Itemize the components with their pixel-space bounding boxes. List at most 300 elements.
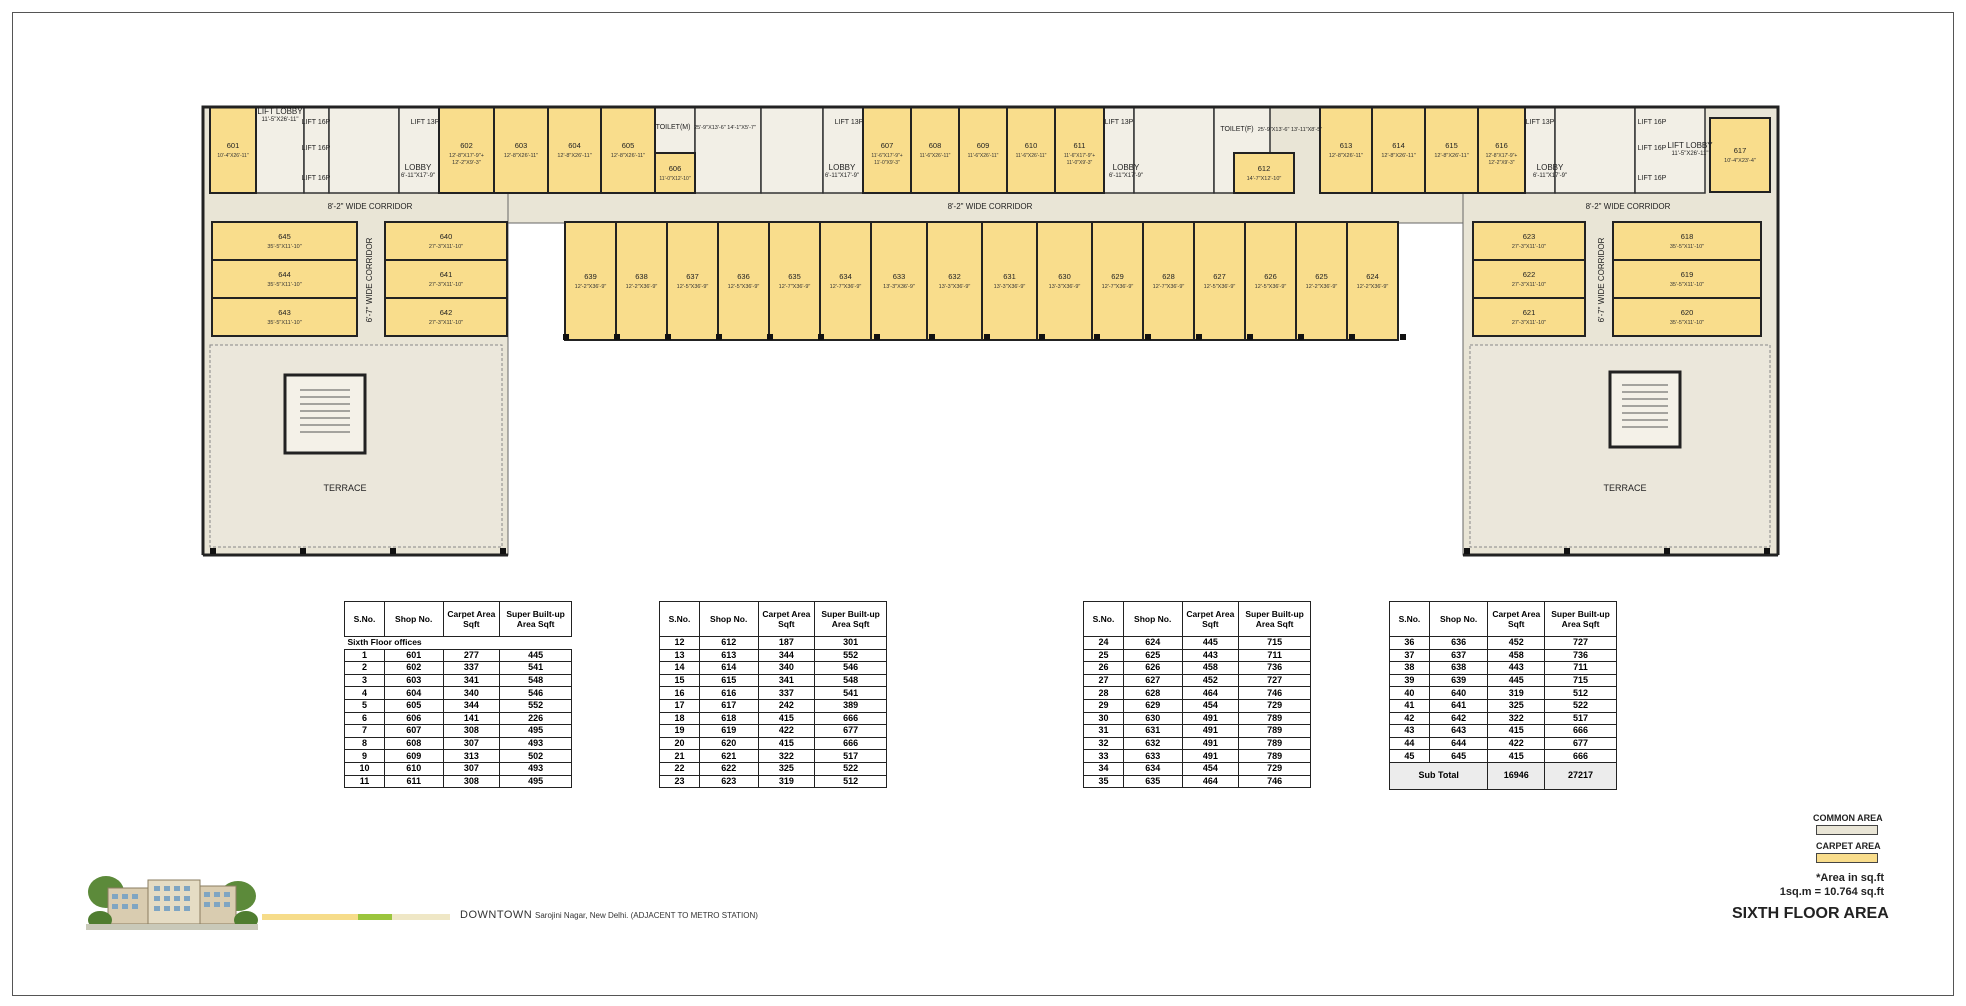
unit-631 bbox=[982, 222, 1037, 340]
unit-number: 619 bbox=[1680, 270, 1694, 279]
area-table-2 bbox=[659, 601, 887, 788]
unit-611 bbox=[1055, 107, 1104, 193]
unit-dimension: 12'-2"X9'-3" bbox=[1488, 160, 1515, 166]
table-row bbox=[1390, 725, 1617, 738]
unit-dimension: 27'-3"X11'-10" bbox=[1511, 320, 1547, 326]
table-header: S.No. bbox=[1390, 602, 1430, 637]
table-cell: 666 bbox=[815, 737, 887, 750]
unit-614 bbox=[1372, 107, 1425, 193]
table-cell: 27 bbox=[1084, 674, 1124, 687]
table-cell: 611 bbox=[384, 775, 443, 788]
table-cell: 36 bbox=[1390, 637, 1430, 650]
table-section-label: Sixth Floor offices bbox=[345, 637, 572, 650]
unit-dimension: 12'-7"X36'-9" bbox=[1101, 284, 1134, 290]
unit-620 bbox=[1613, 298, 1761, 336]
unit-622 bbox=[1473, 260, 1585, 298]
unit-dimension: 12'-5"X36'-9" bbox=[727, 284, 760, 290]
table-cell: 548 bbox=[815, 674, 887, 687]
table-cell: 727 bbox=[1545, 637, 1617, 650]
table-cell: 666 bbox=[815, 712, 887, 725]
table-cell: 608 bbox=[384, 737, 443, 750]
table-cell: 666 bbox=[1545, 725, 1617, 738]
unit-number: 643 bbox=[278, 308, 291, 317]
unit-dimension: 27'-3"X11'-10" bbox=[1511, 282, 1547, 288]
table-cell: 452 bbox=[1182, 674, 1239, 687]
table-cell: 789 bbox=[1239, 737, 1311, 750]
table-row bbox=[1390, 662, 1617, 675]
unit-number: 645 bbox=[278, 232, 291, 241]
table-row bbox=[660, 649, 887, 662]
unit-dimension: 12'-2"X9'-3" bbox=[452, 160, 481, 166]
unit-number: 633 bbox=[892, 272, 906, 281]
table-cell: 458 bbox=[1488, 649, 1545, 662]
column bbox=[665, 334, 671, 340]
unit-dimension: 11'-6"X26'-11" bbox=[1015, 153, 1047, 159]
table-cell: 37 bbox=[1390, 649, 1430, 662]
table-cell: 789 bbox=[1239, 725, 1311, 738]
table-header: Carpet Area Sqft bbox=[758, 602, 815, 637]
lobby-dim-b: 6'-11"X17'-9" bbox=[824, 173, 860, 179]
unit-636 bbox=[718, 222, 769, 340]
table-cell: 640 bbox=[1429, 687, 1488, 700]
brand-stripe-yellow bbox=[262, 914, 358, 920]
table-cell: 541 bbox=[815, 687, 887, 700]
unit-603 bbox=[494, 107, 548, 193]
table-cell: 14 bbox=[660, 662, 700, 675]
table-cell: 322 bbox=[758, 750, 815, 763]
table-cell: 614 bbox=[699, 662, 758, 675]
lift-16p-label-d: LIFT 16P bbox=[1637, 119, 1667, 126]
table-cell: 445 bbox=[500, 649, 572, 662]
table-cell: 41 bbox=[1390, 699, 1430, 712]
lift-16p-label-a: LIFT 16P bbox=[301, 119, 331, 126]
table-row bbox=[345, 775, 572, 788]
unit-609 bbox=[959, 107, 1007, 193]
unit-number: 622 bbox=[1522, 270, 1536, 279]
table-row bbox=[345, 662, 572, 675]
toilet-f-label: TOILET(F) bbox=[1220, 126, 1254, 133]
column bbox=[500, 548, 506, 554]
table-cell: 226 bbox=[500, 712, 572, 725]
table-row bbox=[1084, 775, 1311, 788]
unit-number: 604 bbox=[568, 141, 581, 150]
area-unit-note: *Area in sq.ft bbox=[1816, 872, 1884, 884]
toilet-m-label: TOILET(M) bbox=[655, 124, 691, 131]
brand-stripe-cream bbox=[392, 914, 450, 920]
table-cell: 277 bbox=[443, 649, 500, 662]
table-cell: 33 bbox=[1084, 750, 1124, 763]
table-row bbox=[1084, 725, 1311, 738]
table-cell: 187 bbox=[758, 637, 815, 650]
table-cell: 24 bbox=[1084, 637, 1124, 650]
column bbox=[563, 334, 569, 340]
table-cell: 642 bbox=[1429, 712, 1488, 725]
unit-dimension: 11'-0"X12'-10" bbox=[659, 176, 691, 182]
unit-number: 602 bbox=[460, 141, 473, 150]
table-header: Shop No. bbox=[1123, 602, 1182, 637]
table-cell: 322 bbox=[1488, 712, 1545, 725]
table-header: Super Built-up Area Sqft bbox=[1239, 602, 1311, 637]
table-row bbox=[660, 712, 887, 725]
table-cell: 552 bbox=[815, 649, 887, 662]
unit-dimension: 12'-8"X17'-9"+ bbox=[449, 153, 484, 159]
unit-number: 625 bbox=[1315, 272, 1328, 281]
unit-number: 631 bbox=[1003, 272, 1016, 281]
table-cell: 491 bbox=[1182, 712, 1239, 725]
unit-dimension: 12'-8"X26'-11" bbox=[557, 153, 592, 159]
unit-637 bbox=[667, 222, 718, 340]
lobby-dim-c: 6'-11"X17'-9" bbox=[1108, 173, 1144, 179]
table-cell: 677 bbox=[1545, 737, 1617, 750]
unit-number: 603 bbox=[514, 141, 528, 150]
unit-number: 623 bbox=[1522, 232, 1536, 241]
unit-dimension: 12'-8"X17'-9"+ bbox=[1485, 153, 1518, 159]
legend-common-swatch bbox=[1816, 825, 1878, 835]
lift-lobby-label-right: LIFT LOBBY bbox=[1667, 141, 1713, 150]
column bbox=[1039, 334, 1045, 340]
unit-dimension: 27'-3"X11'-10" bbox=[428, 282, 464, 288]
table-header: Super Built-up Area Sqft bbox=[815, 602, 887, 637]
table-header: Shop No. bbox=[384, 602, 443, 637]
unit-number: 627 bbox=[1213, 272, 1226, 281]
unit-number: 614 bbox=[1392, 141, 1405, 150]
lobby-label-d: LOBBY bbox=[1536, 163, 1564, 172]
table-cell: 644 bbox=[1429, 737, 1488, 750]
unit-618 bbox=[1613, 222, 1761, 260]
unit-dimension: 11'-6"X26'-11" bbox=[967, 153, 999, 159]
table-cell: 626 bbox=[1123, 662, 1182, 675]
table-cell: 45 bbox=[1390, 750, 1430, 763]
table-cell: 638 bbox=[1429, 662, 1488, 675]
corridor-label-left: 8'-2" WIDE CORRIDOR bbox=[327, 202, 413, 211]
table-cell: 736 bbox=[1545, 649, 1617, 662]
table-cell: 454 bbox=[1182, 699, 1239, 712]
table-cell: 340 bbox=[758, 662, 815, 675]
subtotal-carpet: 16946 bbox=[1488, 762, 1545, 789]
table-cell: 13 bbox=[660, 649, 700, 662]
table-cell: 5 bbox=[345, 699, 385, 712]
unit-dimension: 27'-3"X11'-10" bbox=[1511, 244, 1547, 250]
unit-645 bbox=[212, 222, 357, 260]
subtotal-row bbox=[1390, 762, 1617, 789]
brand-text bbox=[460, 909, 758, 921]
toilet-f-dim: 25'-9"X13'-6" 13'-11"X8'-5" bbox=[1257, 127, 1323, 133]
table-cell: 44 bbox=[1390, 737, 1430, 750]
unit-dimension: 13'-3"X36'-9" bbox=[993, 284, 1026, 290]
unit-dimension: 12'-5"X36'-9" bbox=[1254, 284, 1287, 290]
lift-16p-label-b: LIFT 16P bbox=[301, 145, 331, 152]
table-cell: 495 bbox=[500, 725, 572, 738]
terrace-label-right: TERRACE bbox=[1603, 483, 1647, 493]
unit-601 bbox=[210, 107, 256, 193]
column bbox=[1145, 334, 1151, 340]
table-cell: 458 bbox=[1182, 662, 1239, 675]
unit-dimension: 12'-5"X36'-9" bbox=[676, 284, 709, 290]
table-row bbox=[345, 687, 572, 700]
table-cell: 789 bbox=[1239, 750, 1311, 763]
unit-dimension: 11'-0"X9'-3" bbox=[1066, 160, 1093, 166]
unit-dimension: 12'-8"X26'-11" bbox=[503, 153, 539, 159]
table-row bbox=[1084, 762, 1311, 775]
table-cell: 422 bbox=[1488, 737, 1545, 750]
table-cell: 541 bbox=[500, 662, 572, 675]
unit-621 bbox=[1473, 298, 1585, 336]
table-row bbox=[1084, 662, 1311, 675]
unit-dimension: 12'-8"X26'-11" bbox=[1381, 153, 1416, 159]
brand-name: DOWNTOWN bbox=[460, 909, 533, 921]
unit-606 bbox=[655, 153, 695, 193]
table-cell: 32 bbox=[1084, 737, 1124, 750]
column bbox=[984, 334, 990, 340]
unit-dimension: 35'-5"X11'-10" bbox=[1669, 244, 1705, 250]
lobby-label-a: LOBBY bbox=[404, 163, 432, 172]
table-header: Carpet Area Sqft bbox=[1488, 602, 1545, 637]
unit-dimension: 10'-4"X26'-11" bbox=[217, 153, 249, 159]
unit-dimension: 12'-7"X36'-9" bbox=[1152, 284, 1185, 290]
unit-number: 641 bbox=[439, 270, 453, 279]
table-row bbox=[345, 762, 572, 775]
column bbox=[1094, 334, 1100, 340]
table-cell: 389 bbox=[815, 699, 887, 712]
column bbox=[874, 334, 880, 340]
table-cell: 4 bbox=[345, 687, 385, 700]
unit-number: 610 bbox=[1024, 141, 1038, 150]
table-cell: 22 bbox=[660, 762, 700, 775]
table-cell: 625 bbox=[1123, 649, 1182, 662]
column bbox=[1400, 334, 1406, 340]
unit-613 bbox=[1320, 107, 1372, 193]
unit-612 bbox=[1234, 153, 1294, 193]
table-cell: 2 bbox=[345, 662, 385, 675]
table-cell: 344 bbox=[758, 649, 815, 662]
lift-13p-label-d: LIFT 13P bbox=[1525, 119, 1555, 126]
table-row bbox=[345, 712, 572, 725]
table-row bbox=[1084, 737, 1311, 750]
table-cell: 39 bbox=[1390, 674, 1430, 687]
table-cell: 619 bbox=[699, 725, 758, 738]
column bbox=[1349, 334, 1355, 340]
table-cell: 242 bbox=[758, 699, 815, 712]
unit-dimension: 35'-5"X11'-10" bbox=[267, 282, 302, 288]
table-cell: 635 bbox=[1123, 775, 1182, 788]
table-cell: 715 bbox=[1545, 674, 1617, 687]
unit-number: 642 bbox=[439, 308, 453, 317]
unit-dimension: 12'-2"X36'-9" bbox=[574, 284, 607, 290]
table-cell: 340 bbox=[443, 687, 500, 700]
unit-625 bbox=[1296, 222, 1347, 340]
terrace-label-left: TERRACE bbox=[323, 483, 367, 493]
table-cell: 736 bbox=[1239, 662, 1311, 675]
unit-dimension: 35'-5"X11'-10" bbox=[1669, 320, 1705, 326]
column bbox=[1298, 334, 1304, 340]
unit-dimension: 13'-3"X36'-9" bbox=[883, 284, 915, 290]
table-cell: 325 bbox=[758, 762, 815, 775]
table-cell: 628 bbox=[1123, 687, 1182, 700]
table-cell: 341 bbox=[758, 674, 815, 687]
table-cell: 666 bbox=[1545, 750, 1617, 763]
table-cell: 622 bbox=[699, 762, 758, 775]
table-row bbox=[1084, 674, 1311, 687]
column bbox=[716, 334, 722, 340]
lift-lobby-label-left: LIFT LOBBY bbox=[257, 107, 303, 116]
brand-address: Sarojini Nagar, New Delhi. (ADJACENT TO METRO STATION) bbox=[535, 911, 758, 920]
table-cell: 512 bbox=[1545, 687, 1617, 700]
unit-608 bbox=[911, 107, 959, 193]
table-row bbox=[1084, 750, 1311, 763]
conversion-note: 1sq.m = 10.764 sq.ft bbox=[1779, 886, 1884, 898]
table-cell: 25 bbox=[1084, 649, 1124, 662]
table-cell: 727 bbox=[1239, 674, 1311, 687]
brand-stripe-green bbox=[358, 914, 392, 920]
unit-number: 637 bbox=[686, 272, 699, 281]
unit-number: 601 bbox=[226, 141, 240, 150]
lift-16p-label-e: LIFT 16P bbox=[1637, 145, 1667, 152]
unit-619 bbox=[1613, 260, 1761, 298]
table-row bbox=[345, 750, 572, 763]
unit-number: 629 bbox=[1111, 272, 1124, 281]
column bbox=[1247, 334, 1253, 340]
corridor-label-vertical-left: 6'-7" WIDE CORRIDOR bbox=[365, 237, 374, 323]
unit-dimension: 35'-5"X11'-10" bbox=[267, 320, 302, 326]
unit-dimension: 12'-7"X36'-9" bbox=[778, 284, 811, 290]
unit-638 bbox=[616, 222, 667, 340]
table-cell: 629 bbox=[1123, 699, 1182, 712]
table-cell: 464 bbox=[1182, 775, 1239, 788]
unit-dimension: 12'-2"X36'-9" bbox=[1305, 284, 1338, 290]
table-header: S.No. bbox=[345, 602, 385, 637]
table-cell: 20 bbox=[660, 737, 700, 750]
table-cell: 308 bbox=[443, 725, 500, 738]
table-cell: 631 bbox=[1123, 725, 1182, 738]
unit-616 bbox=[1478, 107, 1525, 193]
table-row bbox=[1390, 637, 1617, 650]
table-cell: 415 bbox=[1488, 725, 1545, 738]
table-cell: 1 bbox=[345, 649, 385, 662]
unit-number: 636 bbox=[737, 272, 750, 281]
table-cell: 38 bbox=[1390, 662, 1430, 675]
table-cell: 612 bbox=[699, 637, 758, 650]
table-cell: 319 bbox=[758, 775, 815, 788]
table-cell: 30 bbox=[1084, 712, 1124, 725]
table-cell: 552 bbox=[500, 699, 572, 712]
table-cell: 307 bbox=[443, 737, 500, 750]
table-cell: 711 bbox=[1545, 662, 1617, 675]
table-cell: 495 bbox=[500, 775, 572, 788]
table-cell: 21 bbox=[660, 750, 700, 763]
unit-number: 626 bbox=[1264, 272, 1277, 281]
table-row bbox=[1084, 637, 1311, 650]
unit-number: 639 bbox=[584, 272, 597, 281]
table-cell: 325 bbox=[1488, 699, 1545, 712]
table-cell: 522 bbox=[1545, 699, 1617, 712]
table-cell: 609 bbox=[384, 750, 443, 763]
table-row bbox=[660, 725, 887, 738]
column bbox=[1564, 548, 1570, 554]
table-cell: 415 bbox=[758, 737, 815, 750]
table-cell: 15 bbox=[660, 674, 700, 687]
lobby-label-b: LOBBY bbox=[828, 163, 856, 172]
unit-641 bbox=[385, 260, 507, 298]
area-table-4 bbox=[1389, 601, 1617, 790]
table-header: S.No. bbox=[660, 602, 700, 637]
table-cell: 17 bbox=[660, 699, 700, 712]
lift-lobby-dim-left: 11'-5"X26'-11" bbox=[261, 117, 299, 123]
table-cell: 491 bbox=[1182, 737, 1239, 750]
unit-number: 615 bbox=[1445, 141, 1458, 150]
table-cell: 522 bbox=[815, 762, 887, 775]
table-cell: 28 bbox=[1084, 687, 1124, 700]
unit-635 bbox=[769, 222, 820, 340]
table-cell: 319 bbox=[1488, 687, 1545, 700]
unit-number: 605 bbox=[621, 141, 635, 150]
table-cell: 445 bbox=[1488, 674, 1545, 687]
unit-dimension: 13'-3"X36'-9" bbox=[1048, 284, 1081, 290]
table-header: Super Built-up Area Sqft bbox=[1545, 602, 1617, 637]
unit-617 bbox=[1710, 118, 1770, 192]
table-header: S.No. bbox=[1084, 602, 1124, 637]
unit-dimension: 12'-2"X36'-9" bbox=[1356, 284, 1389, 290]
unit-634 bbox=[820, 222, 871, 340]
unit-number: 635 bbox=[788, 272, 801, 281]
table-row bbox=[660, 699, 887, 712]
column bbox=[1196, 334, 1202, 340]
unit-640 bbox=[385, 222, 507, 260]
unit-627 bbox=[1194, 222, 1245, 340]
toilet-m-dim: 25'-9"X13'-6" 14'-1"X5'-7" bbox=[694, 125, 756, 131]
table-cell: 637 bbox=[1429, 649, 1488, 662]
legend-common-label: COMMON AREA bbox=[1813, 813, 1883, 823]
table-cell: 602 bbox=[384, 662, 443, 675]
unit-number: 607 bbox=[880, 141, 894, 150]
unit-643 bbox=[212, 298, 357, 336]
unit-604 bbox=[548, 107, 601, 193]
unit-623 bbox=[1473, 222, 1585, 260]
table-cell: 464 bbox=[1182, 687, 1239, 700]
unit-dimension: 11'-6"X17'-9"+ bbox=[1063, 153, 1096, 159]
table-cell: 10 bbox=[345, 762, 385, 775]
unit-number: 634 bbox=[839, 272, 852, 281]
unit-dimension: 27'-3"X11'-10" bbox=[428, 244, 464, 250]
table-cell: 31 bbox=[1084, 725, 1124, 738]
table-cell: 18 bbox=[660, 712, 700, 725]
unit-628 bbox=[1143, 222, 1194, 340]
area-table-3 bbox=[1083, 601, 1311, 788]
table-row bbox=[345, 737, 572, 750]
table-cell: 546 bbox=[815, 662, 887, 675]
table-cell: 43 bbox=[1390, 725, 1430, 738]
table-cell: 6 bbox=[345, 712, 385, 725]
table-cell: 19 bbox=[660, 725, 700, 738]
lobby-dim-a: 6'-11"X17'-9" bbox=[400, 173, 436, 179]
unit-607 bbox=[863, 107, 911, 193]
unit-dimension: 11'-6"X26'-11" bbox=[919, 153, 951, 159]
unit-number: 606 bbox=[668, 164, 682, 173]
table-header: Shop No. bbox=[699, 602, 758, 637]
terrace-areas bbox=[210, 345, 1770, 547]
column bbox=[929, 334, 935, 340]
unit-number: 616 bbox=[1495, 141, 1508, 150]
column bbox=[1664, 548, 1670, 554]
column bbox=[390, 548, 396, 554]
table-cell: 493 bbox=[500, 737, 572, 750]
table-cell: 610 bbox=[384, 762, 443, 775]
unit-dimension: 35'-5"X11'-10" bbox=[1669, 282, 1705, 288]
unit-number: 608 bbox=[928, 141, 942, 150]
table-row bbox=[345, 674, 572, 687]
table-cell: 12 bbox=[660, 637, 700, 650]
table-cell: 344 bbox=[443, 699, 500, 712]
table-row bbox=[345, 725, 572, 738]
